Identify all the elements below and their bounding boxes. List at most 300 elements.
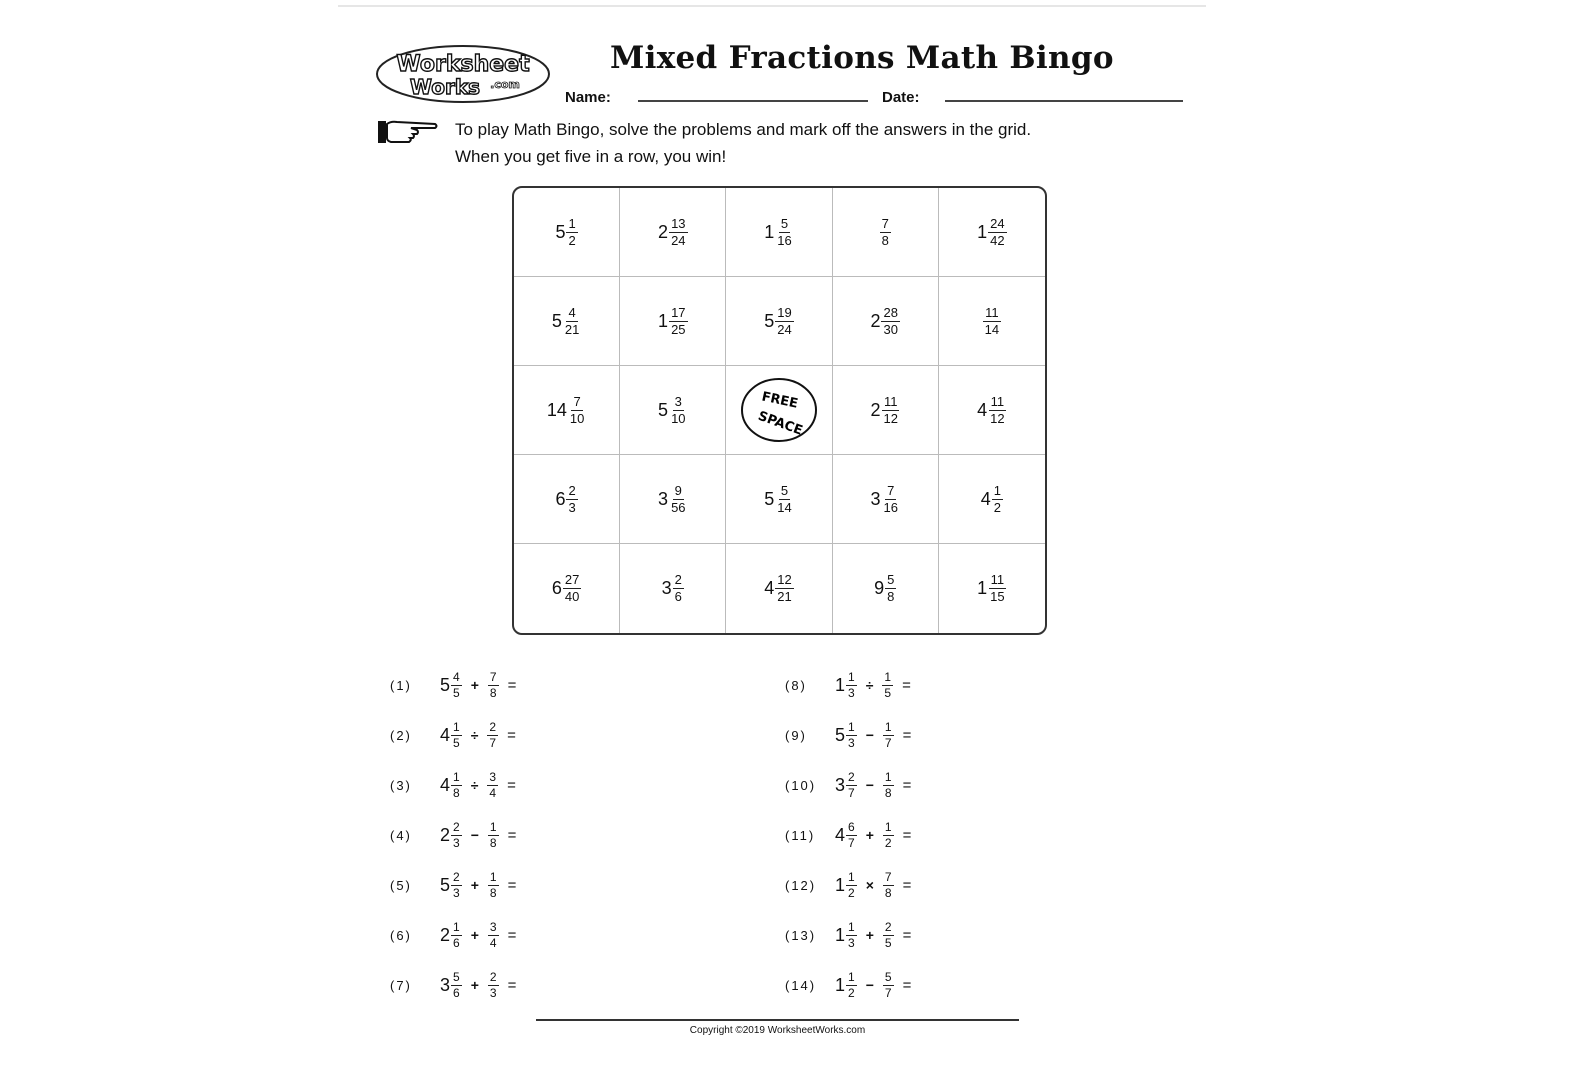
denominator: 30	[883, 321, 898, 337]
numerator: 27	[564, 572, 580, 587]
fraction	[883, 921, 894, 950]
denominator: 6	[453, 985, 460, 1000]
fraction	[883, 871, 894, 900]
problem-row	[785, 810, 911, 860]
numerator: 1	[453, 919, 460, 934]
whole-part: 2	[658, 221, 669, 242]
whole-part: 5	[835, 724, 846, 745]
whole-part: 5	[764, 310, 775, 331]
whole-part: 1	[977, 221, 988, 242]
whole-part: 1	[835, 924, 846, 945]
mixed-number	[658, 217, 687, 248]
bingo-cell[interactable]	[939, 366, 1045, 455]
numerator: 9	[674, 482, 682, 498]
whole-part: 2	[870, 399, 881, 420]
numerator: 7	[884, 869, 892, 884]
whole-part: 4	[977, 399, 988, 420]
bingo-cell[interactable]	[514, 188, 620, 277]
fraction	[566, 217, 577, 248]
fraction	[880, 217, 891, 248]
numerator: 1	[848, 919, 855, 934]
problem-row	[785, 960, 911, 1010]
denominator: 7	[848, 785, 855, 800]
numerator: 2	[489, 719, 497, 734]
fraction	[563, 573, 581, 604]
fraction	[568, 395, 586, 426]
equals-sign: =	[902, 876, 912, 894]
numerator: 5	[453, 969, 460, 984]
bingo-cell[interactable]	[514, 455, 620, 544]
bingo-cell[interactable]	[620, 455, 726, 544]
whole-part: 4	[440, 724, 451, 745]
bingo-cell[interactable]	[620, 188, 726, 277]
problem-expression	[440, 921, 516, 950]
denominator: 7	[884, 735, 892, 750]
mixed-number	[547, 395, 587, 426]
fraction	[846, 871, 857, 900]
bingo-cell[interactable]	[726, 544, 832, 633]
numerator: 1	[884, 819, 892, 834]
operand-2	[488, 971, 499, 1000]
denominator: 4	[489, 935, 497, 950]
numerator: 1	[848, 869, 855, 884]
operand-1	[835, 771, 857, 800]
mixed-number	[764, 573, 793, 604]
fraction	[451, 771, 462, 800]
whole-part: 3	[658, 488, 669, 509]
whole-part: 5	[551, 310, 562, 331]
bingo-cell[interactable]	[514, 544, 620, 633]
fraction	[451, 871, 462, 900]
operand-2	[883, 971, 894, 1000]
numerator: 2	[848, 769, 855, 784]
whole-part: 6	[551, 578, 562, 598]
operand-2	[883, 821, 894, 850]
bingo-cell[interactable]	[514, 277, 620, 366]
svg-text:Works: Works	[409, 75, 481, 99]
numerator: 1	[848, 719, 855, 734]
denominator: 8	[881, 232, 889, 248]
operand-1	[440, 971, 462, 1000]
bingo-cell[interactable]	[833, 188, 939, 277]
denominator: 24	[671, 232, 686, 248]
problem-number: (3)	[390, 777, 412, 793]
instructions-line1: To play Math Bingo, solve the problems and mark off the answers in the grid.	[455, 120, 1032, 139]
denominator: 16	[777, 232, 792, 248]
numerator: 3	[674, 393, 682, 409]
fraction	[988, 217, 1006, 248]
problem-expression	[835, 921, 911, 950]
problems-left-column	[390, 660, 516, 1010]
whole-part: 2	[870, 310, 881, 331]
whole-part: 2	[440, 824, 451, 845]
problem-number: (5)	[390, 877, 412, 893]
numerator: 2	[884, 919, 892, 934]
operand-2	[883, 721, 894, 750]
instructions-line2: When you get five in a row, you win!	[455, 147, 727, 166]
numerator: 24	[990, 215, 1005, 231]
space-word: SPACE	[755, 408, 805, 439]
bingo-cell[interactable]	[620, 544, 726, 633]
denominator: 14	[984, 321, 1000, 337]
problem-row	[785, 760, 911, 810]
problem-number: (6)	[390, 927, 412, 943]
numerator: 19	[777, 304, 792, 320]
bingo-cell[interactable]	[833, 455, 939, 544]
numerator: 1	[489, 869, 497, 884]
numerator: 5	[884, 969, 892, 984]
denominator: 7	[489, 735, 497, 750]
fraction	[563, 306, 581, 337]
bingo-cell[interactable]	[939, 277, 1045, 366]
top-divider	[338, 5, 1206, 7]
fraction	[883, 721, 894, 750]
numerator: 5	[780, 215, 789, 231]
operand-1	[835, 871, 857, 900]
fraction	[451, 821, 462, 850]
operand-1	[440, 671, 462, 700]
numerator: 4	[453, 669, 460, 684]
problem-row	[390, 710, 516, 760]
bingo-cell[interactable]	[726, 455, 832, 544]
mixed-number	[870, 484, 899, 515]
operator-symbol: ÷	[865, 677, 874, 693]
denominator: 14	[777, 499, 792, 515]
operator-symbol: +	[470, 927, 479, 943]
problem-row	[785, 710, 911, 760]
bingo-cell[interactable]	[939, 188, 1045, 277]
problem-number: (9)	[785, 727, 807, 743]
mixed-number	[555, 217, 577, 248]
problem-number: (10)	[785, 777, 817, 793]
fraction	[669, 484, 687, 515]
whole-part: 4	[440, 774, 451, 795]
equals-sign: =	[902, 726, 912, 744]
whole-part: 3	[870, 488, 881, 509]
operand-1	[835, 971, 857, 1000]
problem-row	[785, 660, 911, 710]
operand-2	[487, 771, 498, 800]
operator-symbol: +	[470, 877, 479, 893]
numerator: 11	[883, 393, 898, 409]
denominator: 12	[990, 410, 1005, 426]
name-field[interactable]	[638, 100, 868, 102]
denominator: 3	[568, 499, 576, 515]
denominator: 8	[887, 589, 895, 604]
mixed-number	[552, 573, 581, 604]
denominator: 4	[489, 785, 497, 800]
numerator: 5	[887, 572, 895, 587]
problem-expression	[835, 971, 911, 1000]
numerator: 3	[489, 769, 497, 784]
equals-sign: =	[507, 926, 517, 944]
whole-part: 4	[835, 824, 846, 845]
mixed-number	[658, 484, 687, 515]
operator-symbol: ÷	[470, 777, 479, 793]
problem-number: (8)	[785, 677, 807, 693]
denominator: 5	[884, 685, 892, 700]
problem-expression	[835, 871, 911, 900]
fraction	[488, 921, 499, 950]
whole-part: 3	[835, 774, 846, 795]
mixed-number	[870, 395, 899, 426]
numerator: 1	[568, 215, 576, 231]
problem-row	[785, 860, 911, 910]
bingo-cell[interactable]	[833, 366, 939, 455]
mixed-number	[764, 484, 793, 515]
operand-2	[488, 921, 499, 950]
equals-sign: =	[902, 676, 911, 694]
denominator: 5	[884, 935, 892, 950]
numerator: 2	[453, 819, 460, 834]
operator-symbol: −	[865, 777, 874, 793]
name-label: Name:	[565, 89, 611, 106]
operator-symbol: +	[470, 677, 479, 693]
numerator: 1	[489, 819, 497, 834]
numerator: 1	[848, 669, 855, 684]
numerator: 2	[453, 869, 460, 884]
operand-2	[488, 671, 499, 700]
operand-1	[440, 721, 462, 750]
fraction	[992, 484, 1003, 515]
operator-symbol: +	[470, 977, 479, 993]
fraction	[487, 771, 498, 800]
numerator: 13	[671, 215, 686, 231]
footer-divider	[536, 1019, 1019, 1021]
instructions	[455, 116, 1175, 170]
fraction	[775, 484, 793, 515]
numerator: 2	[674, 572, 682, 587]
denominator: 2	[848, 885, 855, 900]
denominator: 8	[489, 685, 497, 700]
whole-part: 9	[874, 578, 885, 598]
problems-right-column	[785, 660, 911, 1010]
problem-expression	[440, 971, 516, 1000]
whole-part: 2	[440, 924, 451, 945]
denominator: 16	[883, 499, 898, 515]
operand-1	[835, 671, 857, 700]
fraction	[451, 671, 462, 700]
numerator: 1	[884, 769, 892, 784]
bingo-cell[interactable]	[620, 277, 726, 366]
denominator: 15	[990, 589, 1005, 604]
equals-sign: =	[902, 976, 912, 994]
mixed-number	[658, 395, 687, 426]
problem-row	[390, 660, 516, 710]
bingo-cell[interactable]	[939, 544, 1045, 633]
operand-2	[883, 871, 894, 900]
numerator: 1	[453, 769, 460, 784]
denominator: 21	[564, 321, 580, 337]
problem-expression	[440, 871, 516, 900]
bingo-cell[interactable]	[620, 366, 726, 455]
copyright: Copyright ©2019 WorksheetWorks.com	[689, 1025, 866, 1036]
bingo-cell[interactable]	[726, 277, 832, 366]
whole-part: 5	[555, 221, 566, 242]
denominator: 2	[568, 232, 576, 248]
numerator: 11	[985, 304, 999, 320]
date-field[interactable]	[945, 100, 1183, 102]
mixed-number	[552, 306, 581, 337]
denominator: 12	[883, 410, 898, 426]
denominator: 2	[993, 499, 1002, 515]
numerator: 2	[489, 969, 497, 984]
fraction	[775, 573, 793, 604]
fraction	[988, 573, 1006, 604]
problem-number: (14)	[785, 977, 817, 993]
numerator: 17	[671, 304, 686, 320]
operator-symbol: −	[865, 727, 874, 743]
denominator: 8	[489, 835, 497, 850]
denominator: 3	[848, 685, 855, 700]
fraction	[775, 306, 793, 337]
svg-text:.com: .com	[490, 78, 520, 91]
fraction	[488, 971, 499, 1000]
numerator: 1	[884, 719, 892, 734]
fraction	[883, 821, 894, 850]
operand-2	[488, 821, 499, 850]
denominator: 5	[453, 685, 460, 700]
denominator: 10	[569, 410, 585, 426]
whole-part: 1	[835, 974, 846, 995]
mixed-number	[555, 484, 577, 515]
operand-1	[440, 921, 462, 950]
denominator: 56	[671, 499, 686, 515]
fraction	[846, 771, 857, 800]
equals-sign: =	[507, 726, 516, 744]
mixed-number	[880, 217, 891, 248]
fraction	[983, 306, 1001, 337]
mixed-number	[874, 573, 896, 604]
problem-row	[390, 860, 516, 910]
denominator: 2	[884, 835, 892, 850]
fraction	[669, 395, 687, 426]
fraction	[846, 971, 857, 1000]
problem-number: (11)	[785, 827, 816, 843]
problem-number: (7)	[390, 977, 412, 993]
whole-part: 1	[658, 310, 669, 331]
whole-part: 3	[440, 974, 451, 995]
mixed-number	[662, 573, 684, 604]
numerator: 7	[573, 393, 581, 409]
mixed-number	[981, 484, 1003, 515]
equals-sign: =	[902, 776, 912, 794]
fraction	[451, 721, 462, 750]
fraction	[846, 821, 857, 850]
svg-text:Worksheet: Worksheet	[396, 52, 530, 77]
bingo-cell[interactable]	[726, 188, 832, 277]
denominator: 5	[453, 735, 460, 750]
numerator: 7	[489, 669, 497, 684]
whole-part: 5	[658, 399, 669, 420]
problem-row	[390, 760, 516, 810]
fraction	[775, 217, 793, 248]
fraction	[846, 921, 857, 950]
bingo-cell[interactable]	[833, 277, 939, 366]
operator-symbol: ÷	[470, 727, 479, 743]
bingo-cell[interactable]	[514, 366, 620, 455]
operand-2	[882, 671, 893, 700]
page-title: Mixed Fractions Math Bingo	[610, 40, 1114, 76]
numerator: 28	[883, 304, 898, 320]
denominator: 8	[884, 785, 892, 800]
whole-part: 5	[440, 674, 451, 695]
problem-expression	[440, 671, 516, 700]
denominator: 25	[671, 321, 686, 337]
fraction	[451, 921, 462, 950]
operand-1	[440, 871, 462, 900]
fraction	[669, 217, 687, 248]
mixed-number	[764, 217, 793, 248]
mixed-number	[983, 306, 1001, 337]
equals-sign: =	[507, 776, 516, 794]
bingo-grid	[512, 186, 1047, 635]
denominator: 40	[564, 589, 580, 604]
numerator: 1	[453, 719, 460, 734]
numerator: 12	[777, 572, 792, 587]
fraction	[673, 573, 684, 604]
numerator: 6	[848, 819, 855, 834]
operand-1	[835, 821, 857, 850]
operand-1	[440, 821, 462, 850]
numerator: 1	[848, 969, 855, 984]
bingo-cell[interactable]	[726, 366, 832, 455]
problem-row	[390, 810, 516, 860]
fraction	[488, 821, 499, 850]
whole-part: 4	[764, 578, 775, 598]
operand-2	[883, 921, 894, 950]
fraction	[488, 871, 499, 900]
fraction	[988, 395, 1006, 426]
problem-number: (1)	[390, 677, 412, 693]
whole-part: 1	[764, 221, 775, 242]
operand-1	[835, 921, 857, 950]
problem-row	[390, 960, 516, 1010]
mixed-number	[977, 395, 1006, 426]
fraction	[881, 484, 899, 515]
denominator: 3	[453, 835, 460, 850]
fraction	[669, 306, 687, 337]
fraction	[882, 671, 893, 700]
denominator: 7	[884, 985, 892, 1000]
denominator: 6	[453, 935, 460, 950]
operator-symbol: +	[865, 927, 874, 943]
whole-part: 1	[835, 674, 846, 695]
fraction	[883, 971, 894, 1000]
problem-expression	[835, 771, 911, 800]
mixed-number	[764, 306, 793, 337]
operand-1	[835, 721, 857, 750]
bingo-cell[interactable]	[833, 544, 939, 633]
numerator: 5	[780, 482, 789, 498]
pointing-hand-icon	[377, 118, 439, 146]
problem-number: (4)	[390, 827, 412, 843]
bingo-cell[interactable]	[939, 455, 1045, 544]
fraction	[451, 971, 462, 1000]
fraction	[488, 671, 499, 700]
denominator: 6	[674, 589, 682, 604]
numerator: 1	[993, 482, 1002, 498]
whole-part: 5	[440, 874, 451, 895]
problem-row	[785, 910, 911, 960]
numerator: 1	[884, 669, 892, 684]
numerator: 11	[990, 393, 1005, 409]
denominator: 7	[848, 835, 855, 850]
mixed-number	[977, 217, 1006, 248]
fraction	[881, 395, 899, 426]
worksheetworks-logo	[375, 44, 551, 104]
fraction	[846, 671, 857, 700]
